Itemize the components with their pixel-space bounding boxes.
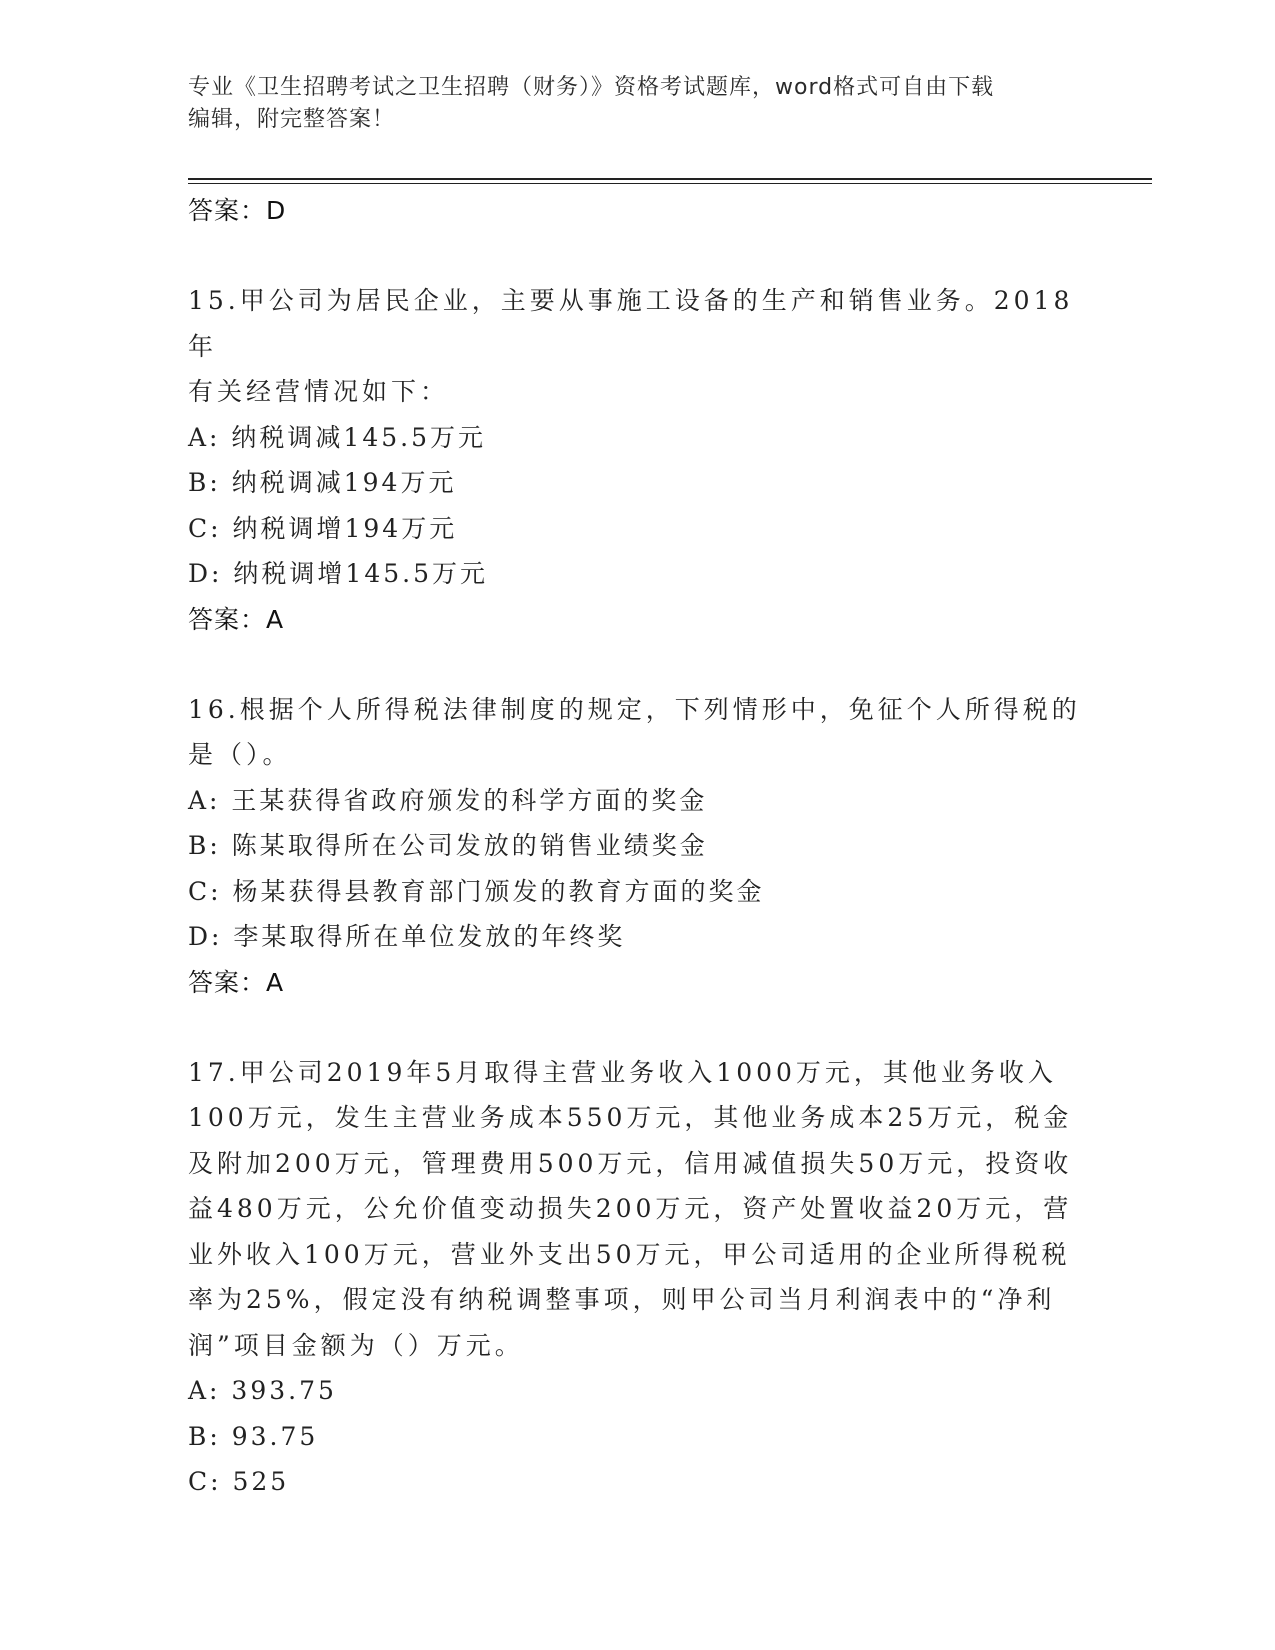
question-text-line: 率为25%，假定没有纳税调整事项，则甲公司当月利润表中的“净利 — [188, 1285, 1056, 1314]
option-b: B: 纳税调减194万元 — [188, 468, 457, 497]
question-15 — [188, 278, 1088, 643]
option-d: D: 纳税调增145.5万元 — [188, 559, 488, 588]
question-text-line: 16.根据个人所得税法律制度的规定，下列情形中，免征个人所得税的 — [188, 694, 1081, 724]
option-a: A: 纳税调减145.5万元 — [188, 422, 486, 452]
previous-answer: 答案：D — [188, 196, 287, 225]
option-d: D: 李某取得所在单位发放的年终奖 — [188, 922, 626, 951]
option-c: C: 525 — [188, 1467, 290, 1496]
answer: 答案：A — [188, 604, 285, 634]
question-text-line: 100万元，发生主营业务成本550万元，其他业务成本25万元，税金 — [188, 1103, 1073, 1132]
question-17 — [188, 1050, 1088, 1505]
header-rule-thick — [188, 178, 1152, 180]
option-c: C: 纳税调增194万元 — [188, 513, 458, 543]
option-a: A: 王某获得省政府颁发的科学方面的奖金 — [188, 785, 708, 815]
option-b: B: 93.75 — [188, 1421, 319, 1451]
question-16 — [188, 687, 1088, 1006]
question-text-line: 是（）。 — [188, 740, 292, 769]
question-text-line: 及附加200万元，管理费用500万元，信用减值损失50万元，投资收 — [188, 1148, 1073, 1178]
spacer — [188, 234, 1088, 278]
option-a: A: 393.75 — [188, 1376, 337, 1405]
option-c: C: 杨某获得县教育部门颁发的教育方面的奖金 — [188, 876, 765, 906]
spacer — [188, 643, 1088, 687]
option-b: B: 陈某取得所在公司发放的销售业绩奖金 — [188, 831, 708, 860]
question-text-line: 业外收入100万元，营业外支出50万元，甲公司适用的企业所得税税 — [188, 1239, 1071, 1269]
question-text-line: 润”项目金额为（）万元。 — [188, 1330, 524, 1360]
document-header — [188, 72, 1088, 136]
header-rule-thin — [188, 183, 1152, 184]
question-text-line: 有关经营情况如下： — [188, 377, 450, 406]
document-body — [188, 188, 1088, 1505]
header-line-2: 编辑，附完整答案！ — [188, 107, 396, 132]
question-text-line: 15.甲公司为居民企业，主要从事施工设备的生产和销售业务。2018年 — [188, 286, 1074, 361]
question-text-line: 益480万元，公允价值变动损失200万元，资产处置收益20万元，营 — [188, 1194, 1073, 1223]
header-line-1: 专业《卫生招聘考试之卫生招聘（财务）》资格考试题库，word格式可自由下载 — [188, 75, 995, 100]
answer: 答案：A — [188, 967, 285, 997]
question-text-line: 17.甲公司2019年5月取得主营业务收入1000万元，其他业务收入 — [188, 1057, 1057, 1087]
spacer — [188, 1006, 1088, 1050]
